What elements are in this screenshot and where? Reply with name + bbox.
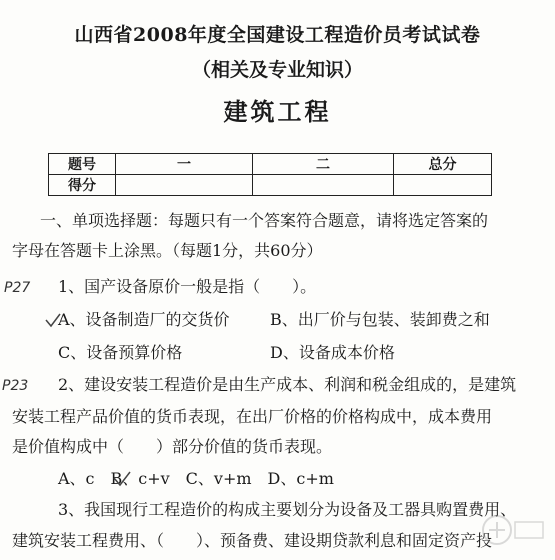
question-1-option-b: B、出厂价与包装、装卸费之和	[270, 310, 490, 329]
question-2-stem-2: 安装工程产品价值的货币表现，在出厂价格的价格构成中，成本费用	[12, 407, 493, 426]
question-3-stem-1: 3、我国现行工程造价的构成主要划分为设备及工器具购置费用、	[58, 500, 517, 519]
handwritten-note-q1: P27	[4, 280, 31, 296]
question-2-stem-3: 是价值构成中（ ）部分价值的货币表现。	[12, 437, 333, 456]
question-2-stem-1: 2、建设安装工程造价是由生产成本、利润和税金组成的，是建筑	[58, 375, 517, 394]
question-1-stem: 1、国产设备原价一般是指（ ）。	[58, 277, 317, 296]
question-2-options: A、c B、c+v C、v+m D、c+m	[58, 469, 334, 488]
watermark-logo	[477, 510, 547, 554]
watermark-icon	[477, 510, 547, 550]
score-cell-label: 题号	[49, 154, 116, 175]
exam-title: 山西省2008年度全国建设工程造价员考试试卷	[74, 24, 481, 46]
score-row-label: 得分	[49, 175, 116, 196]
question-1-option-d: D、设备成本价格	[270, 343, 395, 362]
checkmark-icon	[112, 470, 132, 490]
score-total-value	[394, 175, 492, 196]
handwritten-note-q2: P23	[2, 378, 29, 394]
score-table-header-row	[49, 154, 492, 175]
instructions-line-2: 字母在答题卡上涂黑。（每题1分，共60分）	[12, 241, 323, 260]
score-part1-value	[116, 175, 253, 196]
question-1-option-c: C、设备预算价格	[58, 343, 183, 362]
score-table	[48, 153, 492, 196]
score-cell-total: 总分	[394, 154, 492, 175]
instructions-line-1: 一、单项选择题：每题只有一个答案符合题意，请将选定答案的	[40, 211, 489, 230]
score-cell-part1: 一	[116, 154, 253, 175]
question-1-option-a: A、设备制造厂的交货价	[58, 310, 230, 329]
score-table-score-row	[49, 175, 492, 196]
score-part2-value	[253, 175, 394, 196]
section-title: 建筑工程	[223, 97, 332, 126]
score-cell-part2: 二	[253, 154, 394, 175]
checkmark-icon	[44, 312, 62, 330]
question-3-stem-2: 建筑安装工程费用、（ ）、预备费、建设期贷款利息和固定资产投	[12, 531, 493, 550]
exam-subtitle: （相关及专业知识）	[191, 59, 363, 81]
